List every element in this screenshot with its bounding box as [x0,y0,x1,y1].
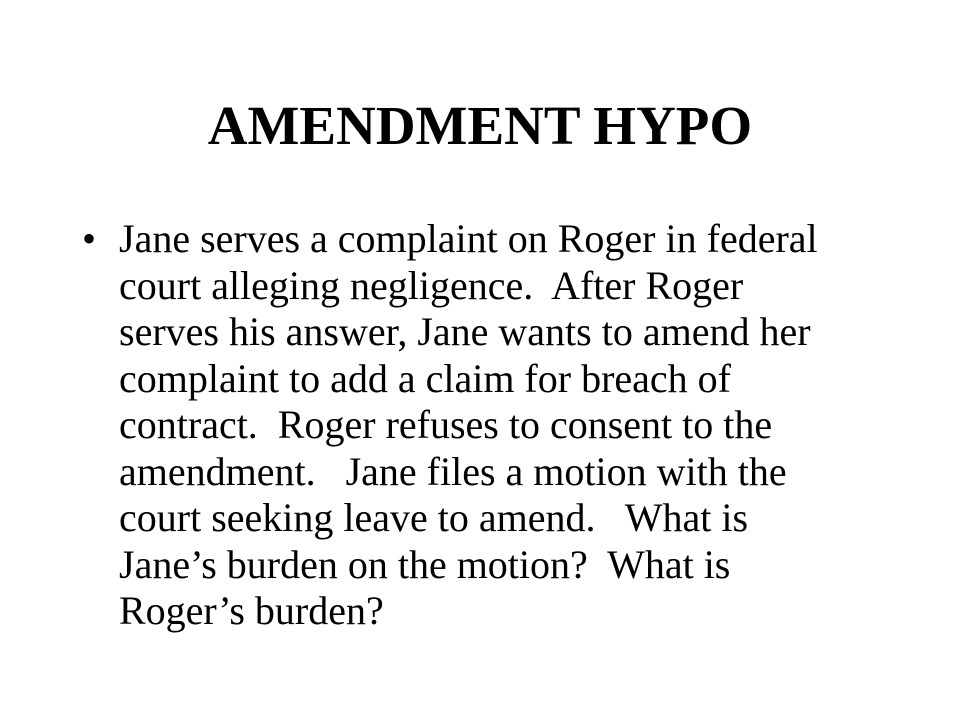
bullet-line: complaint to add a claim for breach of [119,355,731,401]
bullet-line: court alleging negligence. After Roger [119,262,744,308]
bullet-list [82,216,882,635]
bullet-text [119,216,879,635]
bullet-marker-icon: • [82,216,97,261]
bullet-line: contract. Roger refuses to consent to the [119,402,773,447]
bullet-line: court seeking leave to amend. What is [119,495,749,540]
bullet-line: serves his answer, Jane wants to amend her [119,309,811,354]
slide-title: AMENDMENT HYPO [207,95,753,156]
bullet-line: amendment. Jane files a motion with the [119,448,787,494]
bullet-line: Jane serves a complaint on Roger in federal [119,216,818,261]
bullet-line: Jane’s burden on the motion? What is [119,541,731,587]
bullet-item [82,216,882,635]
bullet-line: Roger’s burden? [119,588,384,633]
